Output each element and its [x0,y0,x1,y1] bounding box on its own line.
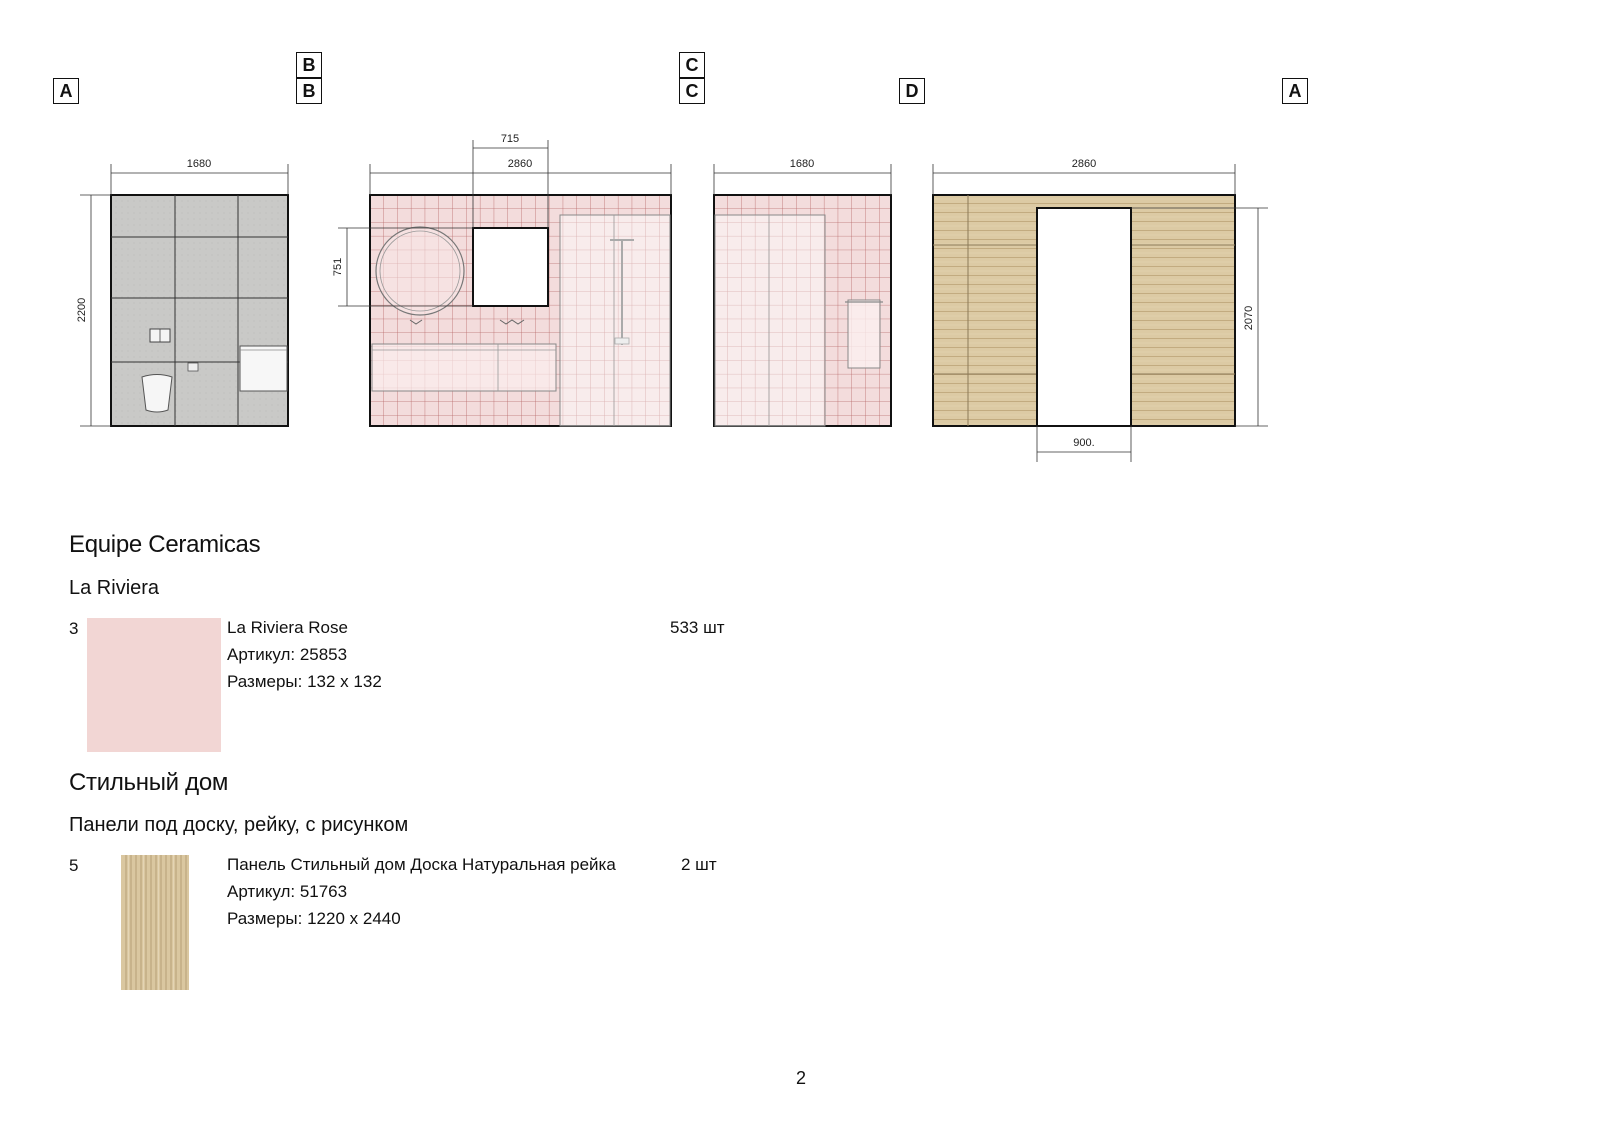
wall-a-elevation [111,195,288,426]
marker-wall-d: D [899,78,925,104]
page-number: 2 [796,1068,807,1088]
dim-wall-b-width: 2860 [507,158,533,170]
dim-wall-d-door-height: 2070 [1243,305,1255,331]
item-name-1: La Riviera Rose [227,618,348,637]
marker-wall-c-top: C [679,52,705,78]
marker-wall-b-bottom: B [296,78,322,104]
pink-tile-swatch [87,618,221,752]
dim-wall-a-width: 1680 [186,158,212,170]
item-name-2: Панель Стильный дом Доска Натуральная рейка [227,855,616,874]
item-number-1: 3 [69,619,79,638]
brand-title-2: Стильный дом [69,769,229,796]
wall-c-elevation [714,195,891,426]
collection-title-2: Панели под доску, рейку, с рисунком [69,814,409,836]
brand-title-1: Equipe Ceramicas [69,531,261,558]
item-number-2: 5 [69,856,79,875]
marker-wall-a: A [53,78,79,104]
item-size-2: Размеры: 1220 х 2440 [227,909,401,928]
marker-wall-a-end: A [1282,78,1308,104]
wall-d-elevation [933,195,1235,426]
marker-wall-b-top: B [296,52,322,78]
marker-wall-c-bottom: C [679,78,705,104]
wall-b-elevation [370,195,671,426]
wood-panel-swatch [121,855,189,990]
dim-wall-b-mirror-height: 751 [332,257,344,277]
dim-wall-b-mirror-width: 715 [500,133,520,145]
elevation-drawings [0,0,1600,480]
dim-wall-d-door-width: 900. [1073,437,1095,449]
dim-wall-c-width: 1680 [789,158,815,170]
item-article-1: Артикул: 25853 [227,645,348,664]
item-size-1: Размеры: 132 х 132 [227,672,382,691]
item-quantity-2: 2 шт [681,855,717,874]
dim-wall-a-height: 2200 [76,297,88,323]
dim-wall-d-width: 2860 [1071,158,1097,170]
collection-title-1: La Riviera [69,577,160,599]
item-quantity-1: 533 шт [670,618,725,637]
item-article-2: Артикул: 51763 [227,882,348,901]
